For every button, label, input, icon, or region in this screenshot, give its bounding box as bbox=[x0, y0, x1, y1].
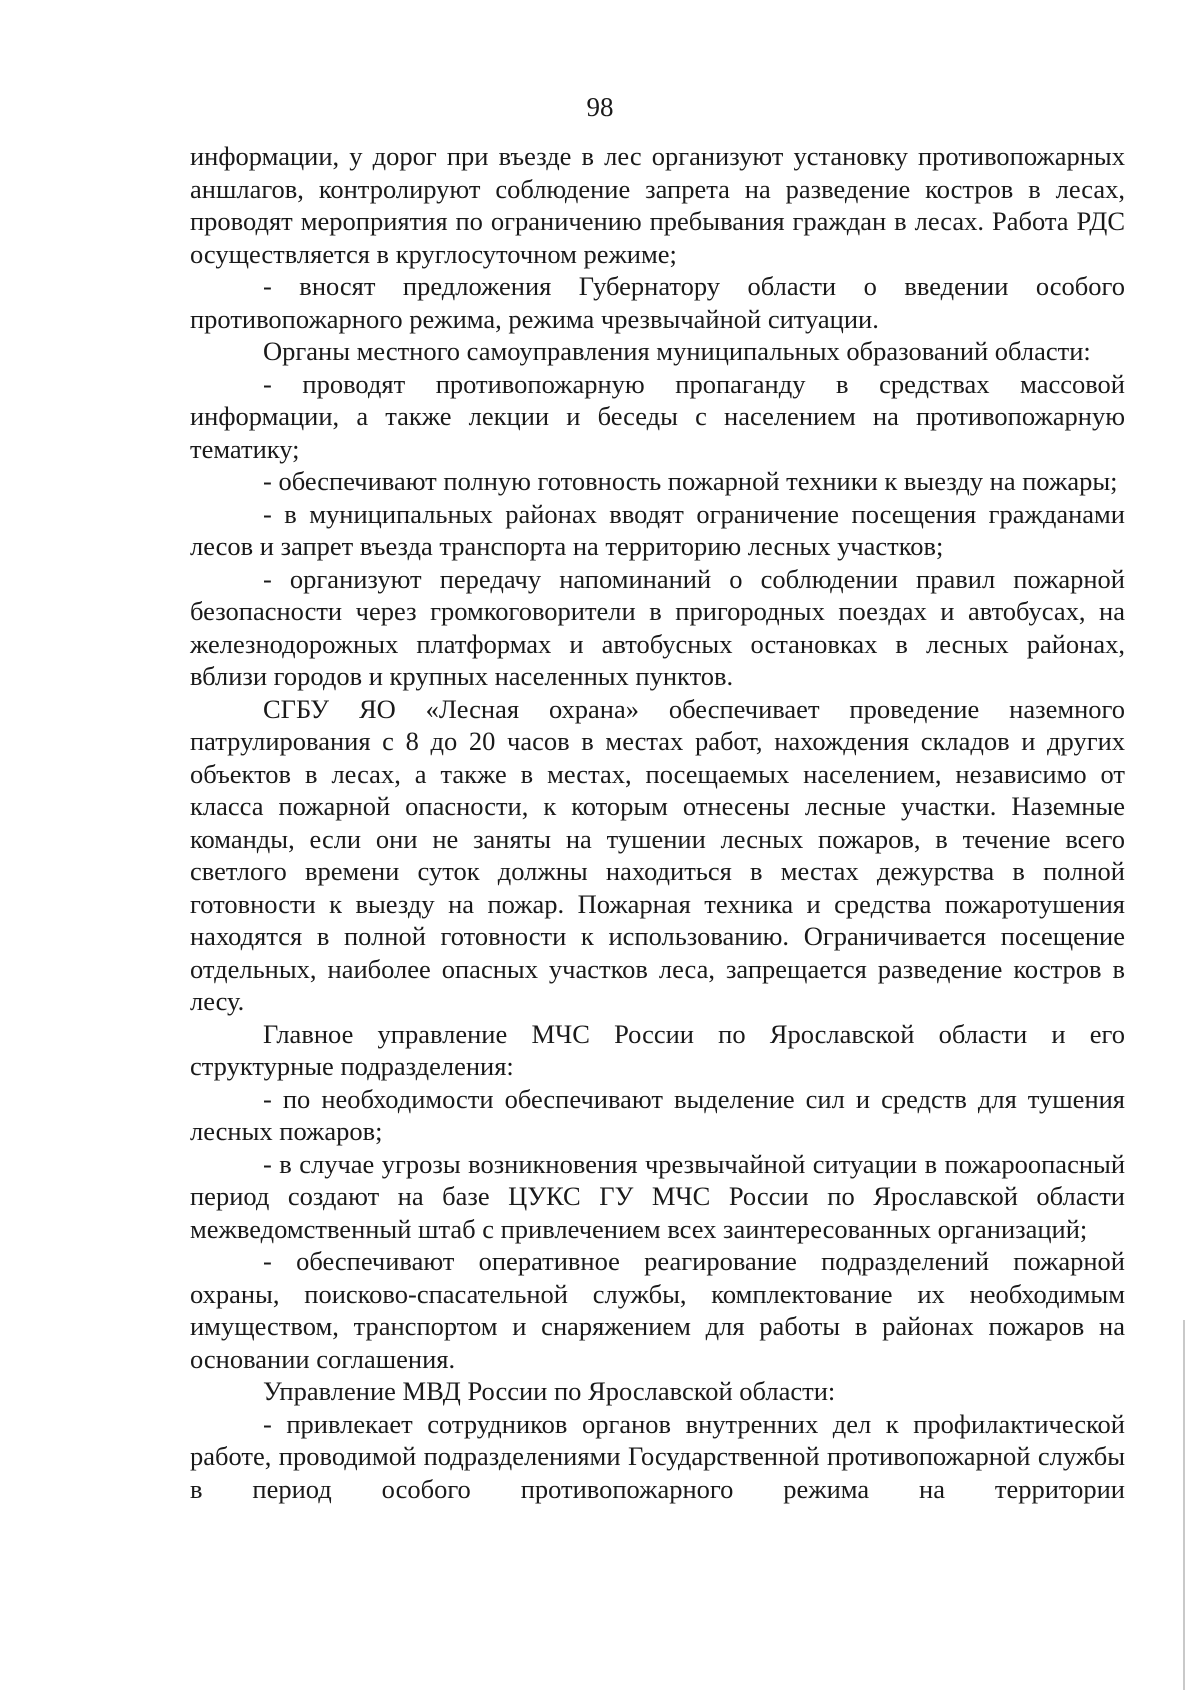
paragraph-13: Управление МВД России по Ярославской области: bbox=[263, 1376, 836, 1406]
paragraph-12: - обеспечивают оперативное реагирование подразделений пожарной охраны, поисково-спасательной службы, комплектование их необходимым имуществом, транспортом и снаряжением для работы в районах пожаров на основании соглашения. bbox=[190, 1246, 1125, 1374]
paragraph-2: - вносят предложения Губернатору области о введении особого противопожарного режима, режима чрезвычайной ситуации. bbox=[190, 271, 1125, 334]
paragraph-10: - по необходимости обеспечивают выделение сил и средств для тушения лесных пожаров; bbox=[190, 1083, 1125, 1146]
page-number: 98 bbox=[586, 92, 614, 122]
paragraph-5: - обеспечивают полную готовность пожарной техники к выезду на пожары; bbox=[263, 466, 1118, 496]
paragraph-6: - в муниципальных районах вводят ограничение посещения гражданами лесов и запрет въезда транспорта на территорию лесных участков; bbox=[190, 498, 1125, 561]
document-body bbox=[190, 140, 1125, 1505]
paragraph-1: информации, у дорог при въезде в лес организуют установку противопожарных аншлагов, контролируют соблюдение запрета на разведение костров в лесах, проводят мероприятия по ограничению пребывания граждан в лесах. Работа РДС осуществляется в круглосуточном режиме; bbox=[190, 141, 1125, 269]
paragraph-4: - проводят противопожарную пропаганду в средствах массовой информации, а также лекции и беседы с населением на противопожарную тематику; bbox=[190, 368, 1125, 464]
paragraph-11: - в случае угрозы возникновения чрезвычайной ситуации в пожароопасный период создают на базе ЦУКС ГУ МЧС России по Ярославской области межведомственный штаб с привлечением всех заинтересованных организаций; bbox=[190, 1148, 1125, 1244]
paragraph-8: СГБУ ЯО «Лесная охрана» обеспечивает проведение наземного патрулирования с 8 до 20 часов в местах работ, нахождения складов и других объектов в лесах, а также в местах, посещаемых населением, независимо от класса пожарной опасности, к которым отнесены лесные участки. Наземные команды, если они не заняты на тушении лесных пожаров, в течение всего светлого времени суток должны находиться в местах дежурства в полной готовности к выезду на пожар. Пожарная техника и средства пожаротушения находятся в полной готовности к использованию. Ограничивается посещение отдельных, наиболее опасных участков леса, запрещается разведение костров в лесу. bbox=[190, 693, 1125, 1016]
paragraph-14: - привлекает сотрудников органов внутренних дел к профилактической работе, проводимой подразделениями Государственной противопожарной службы в период особого противопожарного режима на территории bbox=[190, 1408, 1125, 1504]
paragraph-3: Органы местного самоуправления муниципальных образований области: bbox=[263, 336, 1091, 366]
paragraph-7: - организуют передачу напоминаний о соблюдении правил пожарной безопасности через громкоговорители в пригородных поездах и автобусах, на железнодорожных платформах и автобусных остановках в лесных районах, вблизи городов и крупных населенных пунктов. bbox=[190, 563, 1125, 691]
paragraph-9: Главное управление МЧС России по Ярославской области и его структурные подразделения: bbox=[190, 1018, 1125, 1081]
scan-edge-line bbox=[1183, 1320, 1185, 1690]
